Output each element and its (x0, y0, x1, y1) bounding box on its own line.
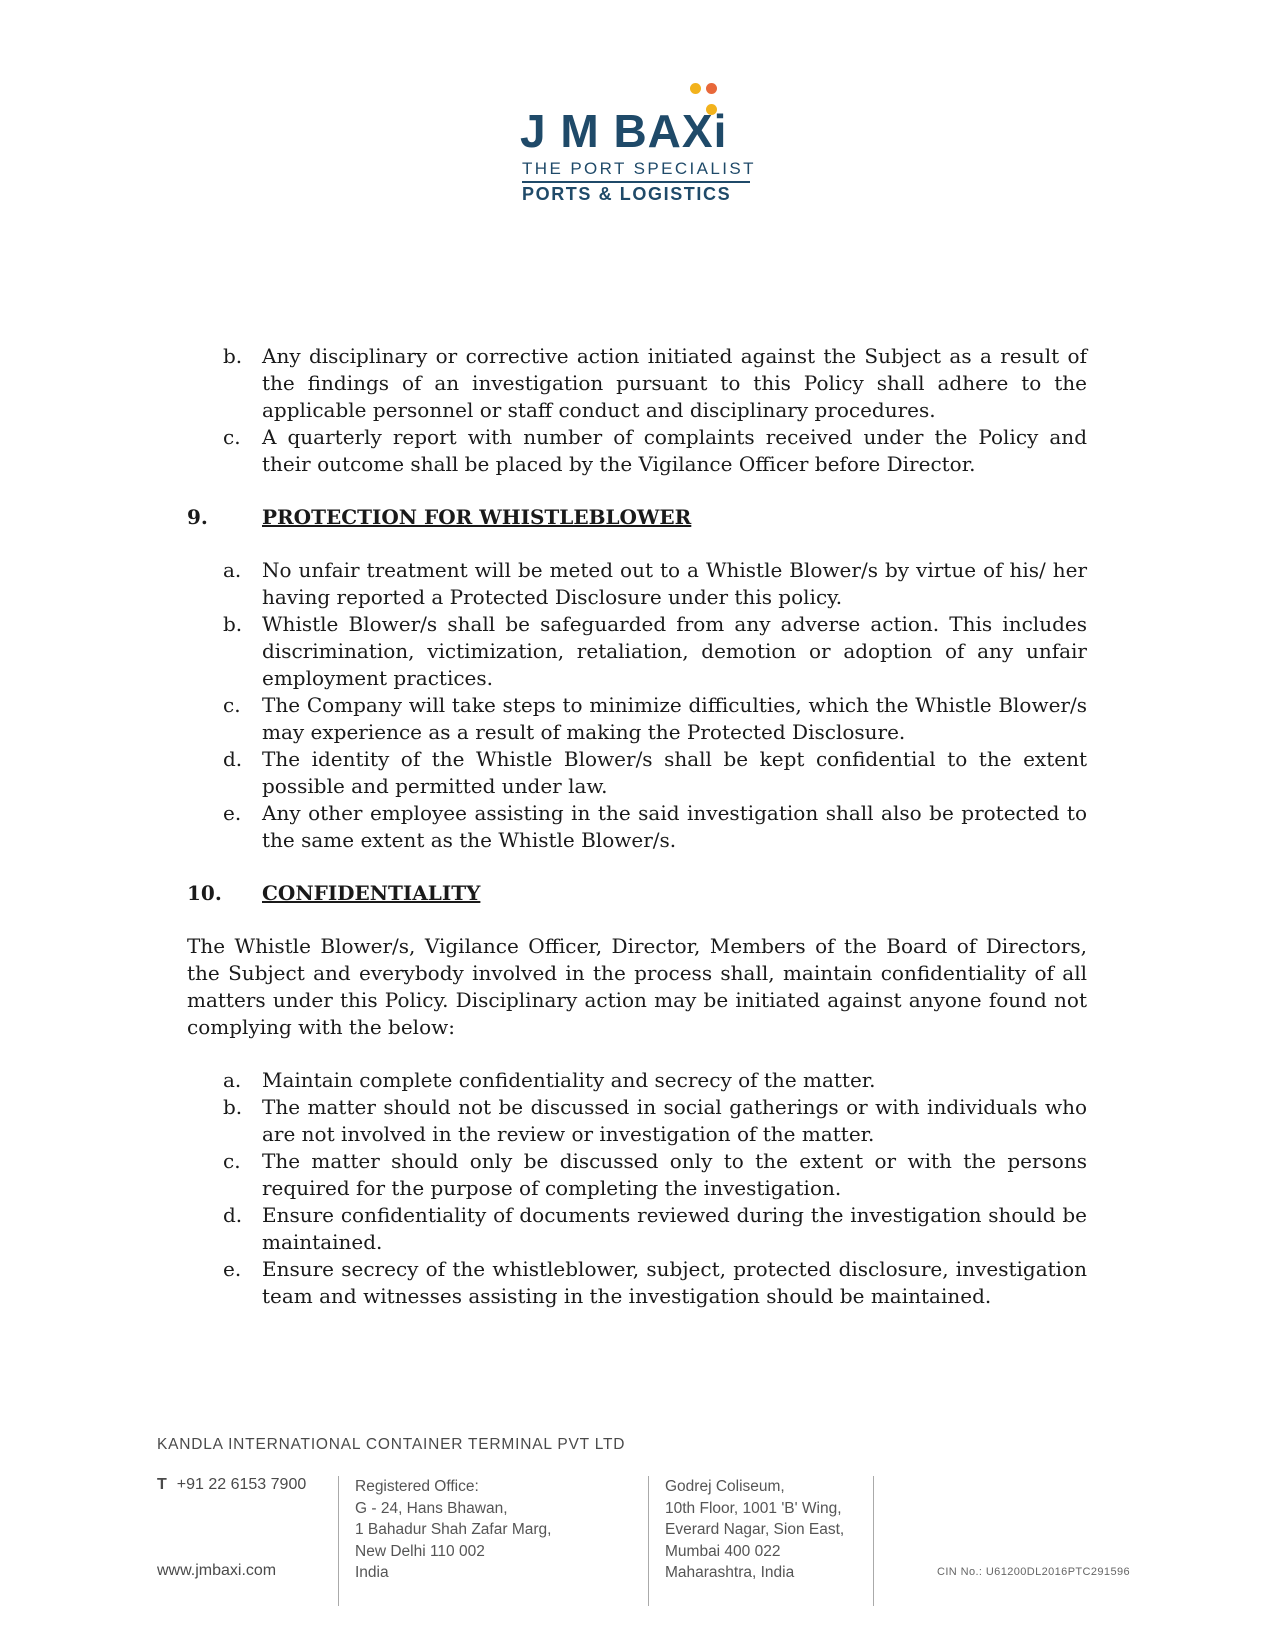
footer-phone (157, 1476, 306, 1494)
list-marker: d. (223, 1203, 243, 1227)
section-8-list (187, 343, 1087, 478)
list-marker: d. (223, 747, 243, 771)
company-logo (520, 80, 760, 205)
phone-label: T (157, 1476, 167, 1493)
footer-divider (873, 1476, 874, 1606)
list-item (187, 1067, 1087, 1094)
address-line: Mumbai 400 022 (665, 1542, 781, 1560)
list-item-text: Ensure confidentiality of documents reviewed during the investigation should be maintained. (262, 1203, 1087, 1254)
logo-dot-orange (706, 83, 717, 94)
list-item-text: The Company will take steps to minimize difficulties, which the Whistle Blower/s may experience as a result of making the Protected Disclosure. (262, 693, 1087, 744)
logo-brand: J M BAXi (520, 105, 728, 157)
list-item (187, 1148, 1087, 1202)
list-marker: a. (223, 558, 242, 582)
list-marker: b. (223, 1095, 243, 1119)
section-title: PROTECTION FOR WHISTLEBLOWER (262, 505, 692, 529)
list-item-text: Any other employee assisting in the said investigation shall also be protected to the same extent as the Whistle Blower/s. (262, 801, 1087, 852)
logo-divider (522, 181, 750, 183)
section-number: 9. (187, 505, 208, 529)
section-9-heading (187, 504, 1087, 531)
address-line: Registered Office: (355, 1478, 479, 1495)
list-item (187, 343, 1087, 424)
list-marker: e. (223, 801, 242, 825)
address-line: New Delhi 110 002 (355, 1542, 485, 1560)
list-item-text: Ensure secrecy of the whistleblower, subject, protected disclosure, investigation team and witnesses assisting in the investigation should be maintained. (262, 1257, 1087, 1308)
list-item-text: The identity of the Whistle Blower/s shall be kept confidential to the extent possible and permitted under law. (262, 747, 1087, 798)
address-line: 10th Floor, 1001 'B' Wing, (665, 1499, 842, 1517)
logo-dot-yellow (690, 83, 701, 94)
list-item (187, 611, 1087, 692)
list-item (187, 692, 1087, 746)
address-line: G - 24, Hans Bhawan, (355, 1499, 508, 1517)
corporate-office-address (665, 1476, 844, 1584)
list-item-text: The matter should only be discussed only to the extent or with the persons required for the purpose of completing the investigation. (262, 1149, 1087, 1200)
list-item-text: Any disciplinary or corrective action initiated against the Subject as a result of the findings of an investigation pursuant to this Policy shall adhere to the applicable personnel or staff conduct and disciplinary procedures. (262, 344, 1087, 422)
footer-cin-number: CIN No.: U61200DL2016PTC291596 (937, 1566, 1131, 1578)
footer-divider (648, 1476, 649, 1606)
list-marker: b. (223, 612, 243, 636)
address-line: Maharashtra, India (665, 1564, 795, 1581)
list-item-text: Maintain complete confidentiality and secrecy of the matter. (262, 1068, 876, 1092)
list-item-text: A quarterly report with number of complaints received under the Policy and their outcome shall be placed by the Vigilance Officer before Director. (262, 425, 1087, 476)
list-marker: c. (223, 1149, 241, 1173)
address-line: India (355, 1564, 389, 1581)
registered-office-address (355, 1476, 551, 1584)
section-10-list (187, 1067, 1087, 1310)
list-item (187, 1256, 1087, 1310)
list-marker: e. (223, 1257, 242, 1281)
list-item (187, 1202, 1087, 1256)
list-item (187, 746, 1087, 800)
list-item (187, 800, 1087, 854)
address-line: Everard Nagar, Sion East, (665, 1521, 845, 1538)
list-marker: c. (223, 425, 241, 449)
list-item (187, 424, 1087, 478)
footer-divider (338, 1476, 339, 1606)
list-item (187, 557, 1087, 611)
list-marker: a. (223, 1068, 242, 1092)
section-10-intro: The Whistle Blower/s, Vigilance Officer, Director, Members of the Board of Directors, the Subject and everybody involved in the process shall, maintain confidentiality of all matters under this Policy. Disciplinary action may be initiated against anyone found not complying with the below: (187, 934, 1087, 1039)
address-line: 1 Bahadur Shah Zafar Marg, (355, 1521, 552, 1538)
list-item-text: The matter should not be discussed in social gatherings or with individuals who are not involved in the review or investigation of the matter. (262, 1095, 1087, 1146)
footer-company-name: KANDLA INTERNATIONAL CONTAINER TERMINAL PVT LTD (157, 1436, 626, 1453)
logo-subtagline: PORTS & LOGISTICS (522, 184, 732, 204)
section-title: CONFIDENTIALITY (262, 881, 481, 905)
list-marker: b. (223, 344, 243, 368)
section-9-list (187, 557, 1087, 854)
section-10-heading (187, 880, 1087, 907)
footer-website-link[interactable]: www.jmbaxi.com (157, 1562, 277, 1579)
list-marker: c. (223, 693, 241, 717)
list-item-text: Whistle Blower/s shall be safeguarded from any adverse action. This includes discrimination, victimization, retaliation, demotion or adoption of any unfair employment practices. (262, 612, 1087, 690)
section-number: 10. (187, 881, 222, 905)
phone-number: +91 22 6153 7900 (176, 1476, 307, 1493)
logo-tagline: THE PORT SPECIALIST (522, 159, 756, 178)
document-body (187, 343, 1087, 1310)
address-line: Godrej Coliseum, (665, 1478, 785, 1495)
list-item (187, 1094, 1087, 1148)
page-footer (157, 1436, 1157, 1616)
list-item-text: No unfair treatment will be meted out to a Whistle Blower/s by virtue of his/ her having reported a Protected Disclosure under this policy. (262, 558, 1087, 609)
